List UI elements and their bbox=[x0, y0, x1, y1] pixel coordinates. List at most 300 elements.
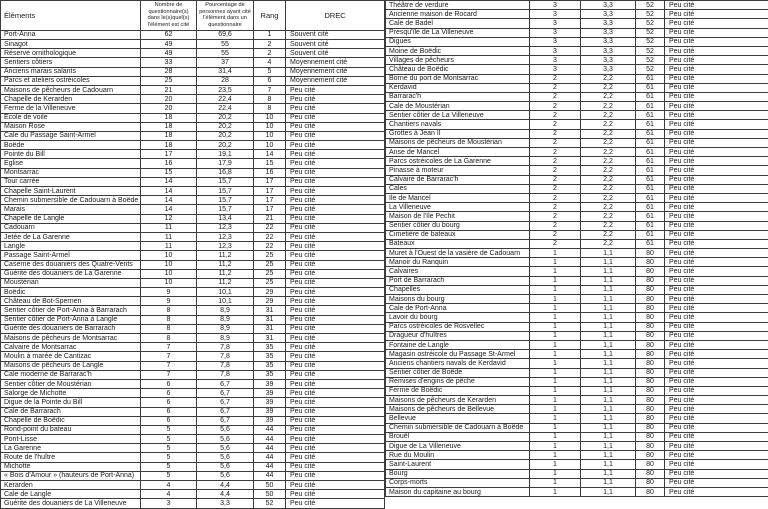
rank-cell: 80 bbox=[636, 350, 665, 359]
percent-cell: 13,4 bbox=[197, 214, 254, 223]
rank-cell: 80 bbox=[636, 276, 665, 285]
table-row bbox=[1, 141, 385, 150]
element-cell: Calvaire de Barrarac'h bbox=[386, 175, 530, 184]
count-cell: 2 bbox=[530, 175, 581, 184]
rank-cell: 61 bbox=[636, 102, 665, 111]
element-cell: Maisons de pêcheurs de Kerarden bbox=[386, 396, 530, 405]
table-row bbox=[386, 267, 768, 276]
rank-cell: 61 bbox=[636, 221, 665, 230]
drec-cell: Peu cité bbox=[665, 350, 768, 359]
rank-cell: 10 bbox=[254, 122, 286, 131]
table-row bbox=[386, 313, 768, 322]
drec-cell: Peu cité bbox=[665, 249, 768, 258]
table-row bbox=[1, 462, 385, 471]
element-cell: Chemin submersible de Cadouarn à Boëde bbox=[1, 196, 141, 205]
element-cell: Maisons de pêcheurs de Langle bbox=[1, 361, 141, 370]
drec-cell: Peu cité bbox=[665, 46, 768, 55]
drec-cell: Peu cité bbox=[286, 187, 385, 196]
count-cell: 7 bbox=[141, 352, 197, 361]
drec-cell: Peu cité bbox=[286, 425, 385, 434]
drec-cell: Peu cité bbox=[665, 359, 768, 368]
table-row bbox=[386, 203, 768, 212]
table-row bbox=[1, 95, 385, 104]
count-cell: 7 bbox=[141, 370, 197, 379]
element-cell: Kerarden bbox=[1, 481, 141, 490]
drec-cell: Peu cité bbox=[665, 129, 768, 138]
element-cell: Digue de la Pointe du Bill bbox=[1, 398, 141, 407]
element-cell: Remises d'engins de pêche bbox=[386, 377, 530, 386]
element-cell: Digue de La Villeneuve bbox=[386, 442, 530, 451]
rank-cell: 15 bbox=[254, 159, 286, 168]
element-cell: Boëde bbox=[1, 141, 141, 150]
count-cell: 1 bbox=[530, 331, 581, 340]
drec-cell: Peu cité bbox=[665, 92, 768, 101]
drec-cell: Peu cité bbox=[286, 242, 385, 251]
drec-cell: Peu cité bbox=[665, 487, 768, 496]
percent-cell: 22,4 bbox=[197, 95, 254, 104]
count-cell: 18 bbox=[141, 131, 197, 140]
drec-cell: Peu cité bbox=[665, 451, 768, 460]
drec-cell: Peu cité bbox=[286, 196, 385, 205]
rank-cell: 44 bbox=[254, 425, 286, 434]
percent-cell: 1,1 bbox=[581, 386, 636, 395]
element-cell: Saint-Laurent bbox=[386, 460, 530, 469]
count-cell: 1 bbox=[530, 405, 581, 414]
element-cell: Barrarac'h bbox=[386, 92, 530, 101]
count-cell: 1 bbox=[530, 442, 581, 451]
column-header-drec: DREC bbox=[286, 1, 385, 31]
count-cell: 2 bbox=[530, 148, 581, 157]
drec-cell: Peu cité bbox=[286, 379, 385, 388]
count-cell: 3 bbox=[530, 65, 581, 74]
count-cell: 1 bbox=[530, 386, 581, 395]
drec-cell: Peu cité bbox=[286, 361, 385, 370]
rank-cell: 10 bbox=[254, 113, 286, 122]
drec-cell: Peu cité bbox=[665, 138, 768, 147]
count-cell: 3 bbox=[530, 1, 581, 10]
count-cell: 18 bbox=[141, 113, 197, 122]
count-cell: 16 bbox=[141, 159, 197, 168]
rank-cell: 80 bbox=[636, 432, 665, 441]
rank-cell: 80 bbox=[636, 451, 665, 460]
rank-cell: 80 bbox=[636, 313, 665, 322]
percent-cell: 12,3 bbox=[197, 232, 254, 241]
rank-cell: 52 bbox=[636, 19, 665, 28]
drec-cell: Peu cité bbox=[286, 416, 385, 425]
table-row bbox=[386, 295, 768, 304]
rank-cell: 80 bbox=[636, 285, 665, 294]
table-row bbox=[386, 414, 768, 423]
rank-cell: 1 bbox=[254, 30, 286, 39]
element-cell: Ferme de Boëdic bbox=[386, 386, 530, 395]
count-cell: 2 bbox=[530, 74, 581, 83]
count-cell: 5 bbox=[141, 453, 197, 462]
element-cell: Ancienne maison de Rocard bbox=[386, 10, 530, 19]
percent-cell: 19,1 bbox=[197, 150, 254, 159]
table-row bbox=[386, 166, 768, 175]
element-cell: Michotte bbox=[1, 462, 141, 471]
count-cell: 28 bbox=[141, 67, 197, 76]
percent-cell: 28 bbox=[197, 76, 254, 85]
count-cell: 14 bbox=[141, 187, 197, 196]
drec-cell: Peu cité bbox=[665, 423, 768, 432]
count-cell: 2 bbox=[530, 129, 581, 138]
rank-cell: 29 bbox=[254, 288, 286, 297]
table-row bbox=[1, 444, 385, 453]
percent-cell: 1,1 bbox=[581, 377, 636, 386]
element-cell: Sinagot bbox=[1, 40, 141, 49]
drec-cell: Peu cité bbox=[286, 398, 385, 407]
rank-cell: 80 bbox=[636, 396, 665, 405]
percent-cell: 6,7 bbox=[197, 407, 254, 416]
count-cell: 1 bbox=[530, 478, 581, 487]
table-row bbox=[386, 322, 768, 331]
element-cell: Sentier côtier de Boëde bbox=[386, 368, 530, 377]
count-cell: 9 bbox=[141, 288, 197, 297]
percent-cell: 69,6 bbox=[197, 30, 254, 39]
table-row bbox=[386, 111, 768, 120]
percent-cell: 8,9 bbox=[197, 315, 254, 324]
drec-cell: Peu cité bbox=[665, 184, 768, 193]
rank-cell: 8 bbox=[254, 104, 286, 113]
element-cell: Salorge de Michotte bbox=[1, 389, 141, 398]
element-cell: Moustérian bbox=[1, 278, 141, 287]
element-cell: Cales bbox=[386, 184, 530, 193]
table-row bbox=[386, 451, 768, 460]
table-row bbox=[1, 150, 385, 159]
percent-cell: 1,1 bbox=[581, 487, 636, 496]
table-row bbox=[386, 1, 768, 10]
element-cell: Dragueur d'huîtres bbox=[386, 331, 530, 340]
element-cell: Villages de pêcheurs bbox=[386, 56, 530, 65]
element-cell: Chapelles bbox=[386, 285, 530, 294]
drec-cell: Peu cité bbox=[286, 131, 385, 140]
drec-cell: Peu cité bbox=[286, 95, 385, 104]
percent-cell: 2,2 bbox=[581, 175, 636, 184]
rank-cell: 80 bbox=[636, 304, 665, 313]
drec-cell: Peu cité bbox=[665, 19, 768, 28]
percent-cell: 4,4 bbox=[197, 481, 254, 490]
rank-cell: 61 bbox=[636, 138, 665, 147]
percent-cell: 2,2 bbox=[581, 102, 636, 111]
percent-cell: 3,3 bbox=[581, 37, 636, 46]
percent-cell: 1,1 bbox=[581, 258, 636, 267]
element-cell: Jetée de La Garenne bbox=[1, 232, 141, 241]
rank-cell: 61 bbox=[636, 83, 665, 92]
count-cell: 5 bbox=[141, 435, 197, 444]
element-cell: Maisons de pêcheurs de Cadouarn bbox=[1, 85, 141, 94]
table-row bbox=[386, 83, 768, 92]
rank-cell: 80 bbox=[636, 487, 665, 496]
drec-cell: Peu cité bbox=[286, 490, 385, 499]
drec-cell: Peu cité bbox=[286, 177, 385, 186]
element-cell: Sentier côtier de Port-Anna à Barrarach bbox=[1, 306, 141, 315]
percent-cell: 20,2 bbox=[197, 113, 254, 122]
element-cell: Manoir du Ranquin bbox=[386, 258, 530, 267]
element-cell: Parcs et ateliers ostréicoles bbox=[1, 76, 141, 85]
element-cell: Guérite des douaniers de La Villeneuve bbox=[1, 499, 141, 508]
percent-cell: 1,1 bbox=[581, 285, 636, 294]
table-row bbox=[1, 490, 385, 499]
percent-cell: 2,2 bbox=[581, 138, 636, 147]
element-cell: Cale de Moustérian bbox=[386, 102, 530, 111]
rank-cell: 52 bbox=[636, 37, 665, 46]
rank-cell: 10 bbox=[254, 141, 286, 150]
rank-cell: 61 bbox=[636, 166, 665, 175]
drec-cell: Peu cité bbox=[286, 251, 385, 260]
percent-cell: 1,1 bbox=[581, 442, 636, 451]
drec-cell: Peu cité bbox=[665, 203, 768, 212]
count-cell: 49 bbox=[141, 40, 197, 49]
drec-cell: Peu cité bbox=[286, 334, 385, 343]
rank-cell: 52 bbox=[636, 46, 665, 55]
count-cell: 2 bbox=[530, 230, 581, 239]
table-row bbox=[1, 131, 385, 140]
table-row bbox=[386, 405, 768, 414]
table-row bbox=[1, 379, 385, 388]
count-cell: 3 bbox=[530, 56, 581, 65]
count-cell: 21 bbox=[141, 85, 197, 94]
percent-cell: 1,1 bbox=[581, 267, 636, 276]
count-cell: 17 bbox=[141, 150, 197, 159]
count-cell: 10 bbox=[141, 260, 197, 269]
percent-cell: 1,1 bbox=[581, 396, 636, 405]
rank-cell: 61 bbox=[636, 129, 665, 138]
count-cell: 1 bbox=[530, 460, 581, 469]
table-row bbox=[1, 278, 385, 287]
rank-cell: 17 bbox=[254, 205, 286, 214]
rank-cell: 22 bbox=[254, 232, 286, 241]
table-row bbox=[386, 304, 768, 313]
table-row bbox=[1, 361, 385, 370]
drec-cell: Peu cité bbox=[286, 214, 385, 223]
drec-cell: Peu cité bbox=[665, 460, 768, 469]
drec-cell: Peu cité bbox=[286, 113, 385, 122]
element-cell: Cale moderne de Barrarac'h bbox=[1, 370, 141, 379]
drec-cell: Peu cité bbox=[286, 260, 385, 269]
element-cell: Magasin ostréicole du Passage St-Armel bbox=[386, 350, 530, 359]
element-cell: Chapelle de Kerarden bbox=[1, 95, 141, 104]
rank-cell: 80 bbox=[636, 469, 665, 478]
rank-cell: 44 bbox=[254, 462, 286, 471]
table-row bbox=[1, 177, 385, 186]
column-header-percentage: Pourcentage de personnes ayant cité l'élément dans un questionnaire bbox=[197, 1, 254, 31]
rank-cell: 39 bbox=[254, 389, 286, 398]
percent-cell: 3,3 bbox=[197, 499, 254, 508]
element-cell: Cale de Langle bbox=[1, 490, 141, 499]
rank-cell: 44 bbox=[254, 471, 286, 480]
element-cell: Sentier côtier de Moustérian bbox=[1, 379, 141, 388]
rank-cell: 80 bbox=[636, 249, 665, 258]
drec-cell: Peu cité bbox=[286, 462, 385, 471]
rank-cell: 6 bbox=[254, 76, 286, 85]
drec-cell: Peu cité bbox=[286, 315, 385, 324]
rank-cell: 61 bbox=[636, 212, 665, 221]
drec-cell: Peu cité bbox=[665, 469, 768, 478]
percent-cell: 6,7 bbox=[197, 379, 254, 388]
drec-cell: Peu cité bbox=[665, 313, 768, 322]
table-row bbox=[386, 442, 768, 451]
percent-cell: 5,6 bbox=[197, 453, 254, 462]
element-cell: Route de l'huître bbox=[1, 453, 141, 462]
drec-cell: Peu cité bbox=[286, 370, 385, 379]
drec-cell: Peu cité bbox=[665, 148, 768, 157]
drec-cell: Peu cité bbox=[665, 322, 768, 331]
element-cell: Bellevue bbox=[386, 414, 530, 423]
count-cell: 1 bbox=[530, 295, 581, 304]
drec-cell: Peu cité bbox=[665, 120, 768, 129]
percent-cell: 20,2 bbox=[197, 131, 254, 140]
percent-cell: 1,1 bbox=[581, 276, 636, 285]
count-cell: 4 bbox=[141, 481, 197, 490]
rank-cell: 35 bbox=[254, 352, 286, 361]
drec-cell: Moyennement cité bbox=[286, 58, 385, 67]
column-header-rank: Rang bbox=[254, 1, 286, 31]
table-row bbox=[1, 343, 385, 352]
count-cell: 2 bbox=[530, 221, 581, 230]
element-cell: Bateaux bbox=[386, 239, 530, 248]
rank-cell: 25 bbox=[254, 251, 286, 260]
element-cell: Pointe du Bill bbox=[1, 150, 141, 159]
table-row bbox=[386, 239, 768, 248]
rank-cell: 21 bbox=[254, 214, 286, 223]
element-cell: Sentiers côtiers bbox=[1, 58, 141, 67]
table-row bbox=[1, 324, 385, 333]
count-cell: 5 bbox=[141, 425, 197, 434]
count-cell: 1 bbox=[530, 313, 581, 322]
count-cell: 4 bbox=[141, 490, 197, 499]
count-cell: 9 bbox=[141, 297, 197, 306]
table-header bbox=[1, 1, 385, 31]
rank-cell: 39 bbox=[254, 398, 286, 407]
table-row bbox=[386, 138, 768, 147]
element-cell: Port-Anna bbox=[1, 30, 141, 39]
table-row bbox=[386, 102, 768, 111]
drec-cell: Peu cité bbox=[286, 85, 385, 94]
table-row bbox=[386, 396, 768, 405]
rank-cell: 31 bbox=[254, 306, 286, 315]
table-row bbox=[386, 92, 768, 101]
count-cell: 8 bbox=[141, 315, 197, 324]
count-cell: 1 bbox=[530, 276, 581, 285]
element-cell: Château de Boëdic bbox=[386, 65, 530, 74]
element-cell: Cale du Passage Saint-Armel bbox=[1, 131, 141, 140]
table-row bbox=[386, 276, 768, 285]
element-cell: Brouël bbox=[386, 432, 530, 441]
percent-cell: 1,1 bbox=[581, 295, 636, 304]
percent-cell: 11,2 bbox=[197, 278, 254, 287]
table-row bbox=[386, 469, 768, 478]
count-cell: 33 bbox=[141, 58, 197, 67]
rank-cell: 61 bbox=[636, 120, 665, 129]
element-cell: Caserne des douaniers des Quatre-Vents bbox=[1, 260, 141, 269]
rank-cell: 4 bbox=[254, 58, 286, 67]
rank-cell: 44 bbox=[254, 453, 286, 462]
table-row bbox=[1, 481, 385, 490]
table-row bbox=[1, 334, 385, 343]
percent-cell: 10,1 bbox=[197, 297, 254, 306]
drec-cell: Peu cité bbox=[286, 269, 385, 278]
drec-cell: Peu cité bbox=[665, 368, 768, 377]
rank-cell: 52 bbox=[254, 499, 286, 508]
table-row bbox=[1, 242, 385, 251]
drec-cell: Peu cité bbox=[286, 453, 385, 462]
rank-cell: 44 bbox=[254, 444, 286, 453]
rank-cell: 17 bbox=[254, 177, 286, 186]
percent-cell: 16,8 bbox=[197, 168, 254, 177]
element-cell: Calvaire de Montsarrac bbox=[1, 343, 141, 352]
percent-cell: 6,7 bbox=[197, 398, 254, 407]
table-row bbox=[1, 113, 385, 122]
count-cell: 7 bbox=[141, 343, 197, 352]
element-cell: Cale de Badel bbox=[386, 19, 530, 28]
count-cell: 2 bbox=[530, 203, 581, 212]
table-row bbox=[386, 478, 768, 487]
percent-cell: 11,2 bbox=[197, 251, 254, 260]
table-row bbox=[1, 407, 385, 416]
rank-cell: 35 bbox=[254, 361, 286, 370]
table-row bbox=[1, 67, 385, 76]
rank-cell: 80 bbox=[636, 258, 665, 267]
drec-cell: Peu cité bbox=[286, 278, 385, 287]
percent-cell: 12,3 bbox=[197, 223, 254, 232]
element-cell: Port de Barrarach bbox=[386, 276, 530, 285]
element-cell: Parcs ostréicoles de Rosvellec bbox=[386, 322, 530, 331]
element-cell: La Villeneuve bbox=[386, 203, 530, 212]
count-cell: 62 bbox=[141, 30, 197, 39]
element-cell: Chapelle de Langle bbox=[1, 214, 141, 223]
percent-cell: 2,2 bbox=[581, 203, 636, 212]
drec-cell: Peu cité bbox=[286, 481, 385, 490]
count-cell: 5 bbox=[141, 471, 197, 480]
count-cell: 2 bbox=[530, 92, 581, 101]
table-row bbox=[386, 258, 768, 267]
percent-cell: 7,8 bbox=[197, 343, 254, 352]
rank-cell: 80 bbox=[636, 405, 665, 414]
percent-cell: 3,3 bbox=[581, 10, 636, 19]
percent-cell: 4,4 bbox=[197, 490, 254, 499]
count-cell: 6 bbox=[141, 398, 197, 407]
element-cell: Fontaine de Langle bbox=[386, 340, 530, 349]
drec-cell: Peu cité bbox=[286, 141, 385, 150]
drec-cell: Peu cité bbox=[665, 340, 768, 349]
percent-cell: 11,2 bbox=[197, 260, 254, 269]
drec-cell: Moyennement cité bbox=[286, 67, 385, 76]
drec-cell: Peu cité bbox=[286, 444, 385, 453]
table-row bbox=[386, 148, 768, 157]
element-cell: Sentier côtier de Port-Anna à Langle bbox=[1, 315, 141, 324]
percent-cell: 1,1 bbox=[581, 460, 636, 469]
drec-cell: Peu cité bbox=[286, 306, 385, 315]
percent-cell: 3,3 bbox=[581, 65, 636, 74]
count-cell: 2 bbox=[530, 239, 581, 248]
percent-cell: 15,7 bbox=[197, 196, 254, 205]
count-cell: 25 bbox=[141, 76, 197, 85]
rank-cell: 31 bbox=[254, 315, 286, 324]
rank-cell: 39 bbox=[254, 379, 286, 388]
count-cell: 2 bbox=[530, 212, 581, 221]
percent-cell: 12,3 bbox=[197, 242, 254, 251]
element-cell: Tour carrée bbox=[1, 177, 141, 186]
percent-cell: 8,9 bbox=[197, 306, 254, 315]
count-cell: 11 bbox=[141, 242, 197, 251]
percent-cell: 1,1 bbox=[581, 478, 636, 487]
count-cell: 2 bbox=[530, 193, 581, 202]
percent-cell: 1,1 bbox=[581, 322, 636, 331]
element-cell: Maison Rose bbox=[1, 122, 141, 131]
percent-cell: 1,1 bbox=[581, 405, 636, 414]
table-row bbox=[1, 471, 385, 480]
